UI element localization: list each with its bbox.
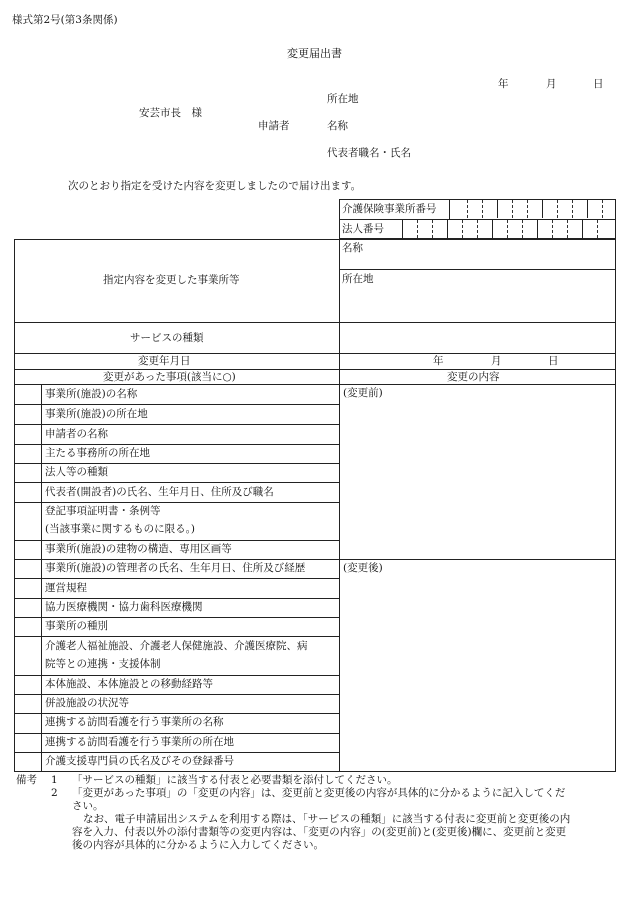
change-item: 事業所(施設)の管理者の氏名、生年月日、住所及び経歴: [45, 562, 306, 574]
change-item: 代表者(開設者)の氏名、生年月日、住所及び職名: [45, 486, 274, 498]
content-header: 変更の内容: [447, 371, 500, 383]
items-header: 変更があった事項(該当に○): [103, 371, 236, 383]
date-day-label: 日: [593, 78, 604, 90]
change-item: 本体施設、本体施設との移動経路等: [45, 678, 213, 690]
note-text-2-line1: 「変更があった事項」の「変更の内容」は、変更前と変更後の内容が具体的に分かるように記入してくだ: [72, 787, 566, 799]
applicant-label: 申請者: [258, 120, 290, 132]
date-month-label: 月: [546, 78, 557, 90]
facility-label: 指定内容を変更した事業所等: [103, 274, 240, 286]
addressee: 安芸市長 様: [139, 107, 202, 119]
change-date-year: 年: [433, 355, 444, 367]
change-item-continued: 院等との連携・支援体制: [45, 658, 161, 670]
note-number-2: 2: [51, 787, 58, 799]
change-item: 介護支援専門員の氏名及びその登録番号: [45, 755, 234, 767]
change-item: 事業所(施設)の名称: [45, 388, 138, 400]
change-item: 協力医療機関・協力歯科医療機関: [45, 601, 203, 613]
note-number-1: 1: [51, 774, 58, 786]
care-insurance-number-label: 介護保険事業所番号: [342, 203, 437, 215]
applicant-name-label: 名称: [327, 120, 348, 132]
change-item: 併設施設の状況等: [45, 697, 129, 709]
form-number: 様式第2号(第3条関係): [12, 14, 118, 26]
date-year-label: 年: [498, 78, 509, 90]
corporate-number-label: 法人番号: [342, 223, 384, 235]
facility-name-label: 名称: [342, 242, 363, 254]
before-change-label: (変更前): [343, 387, 383, 399]
change-date-month: 月: [491, 355, 502, 367]
note-text-3-line3: 後の内容が具体的に分かるように入力してください。: [72, 839, 324, 851]
facility-location-label: 所在地: [342, 273, 374, 285]
change-date-label: 変更年月日: [138, 355, 191, 367]
change-item: 介護老人福祉施設、介護老人保健施設、介護医療院、病: [45, 640, 308, 652]
change-date-day: 日: [548, 355, 559, 367]
applicant-location-label: 所在地: [327, 93, 359, 105]
change-item: 運営規程: [45, 582, 87, 594]
service-type-label: サービスの種類: [130, 332, 204, 344]
change-item: 登記事項証明書・条例等: [45, 505, 161, 517]
note-text-3-line2: 容を入力、付表以外の添付書類等の変更内容は、「変更の内容」の(変更前)と(変更後)欄に、変更前と変更: [72, 826, 567, 838]
after-change-label: (変更後): [343, 562, 383, 574]
change-item: 申請者の名称: [45, 428, 108, 440]
change-item: 法人等の種類: [45, 466, 108, 478]
change-item-note: (当該事業に関するものに限る。): [45, 523, 195, 535]
change-item: 事業所の種別: [45, 620, 108, 632]
change-item: 事業所(施設)の建物の構造、専用区画等: [45, 543, 232, 555]
applicant-representative-label: 代表者職名・氏名: [327, 147, 411, 159]
note-text-1: 「サービスの種類」に該当する付表と必要書類を添付してください。: [72, 774, 398, 786]
change-item: 連携する訪問看護を行う事業所の名称: [45, 716, 224, 728]
note-text-2-line2: さい。: [72, 800, 104, 812]
change-item: 主たる事務所の所在地: [45, 447, 150, 459]
change-item: 事業所(施設)の所在地: [45, 408, 148, 420]
note-text-3-line1: なお、電子申請届出システムを利用する際は、「サービスの種類」に該当する付表に変更前と変更後の内: [83, 813, 571, 825]
notes-label: 備考: [16, 774, 37, 786]
document-title: 変更届出書: [287, 47, 342, 60]
change-item: 連携する訪問看護を行う事業所の所在地: [45, 736, 234, 748]
intro-text: 次のとおり指定を受けた内容を変更しましたので届け出ます。: [68, 180, 362, 192]
